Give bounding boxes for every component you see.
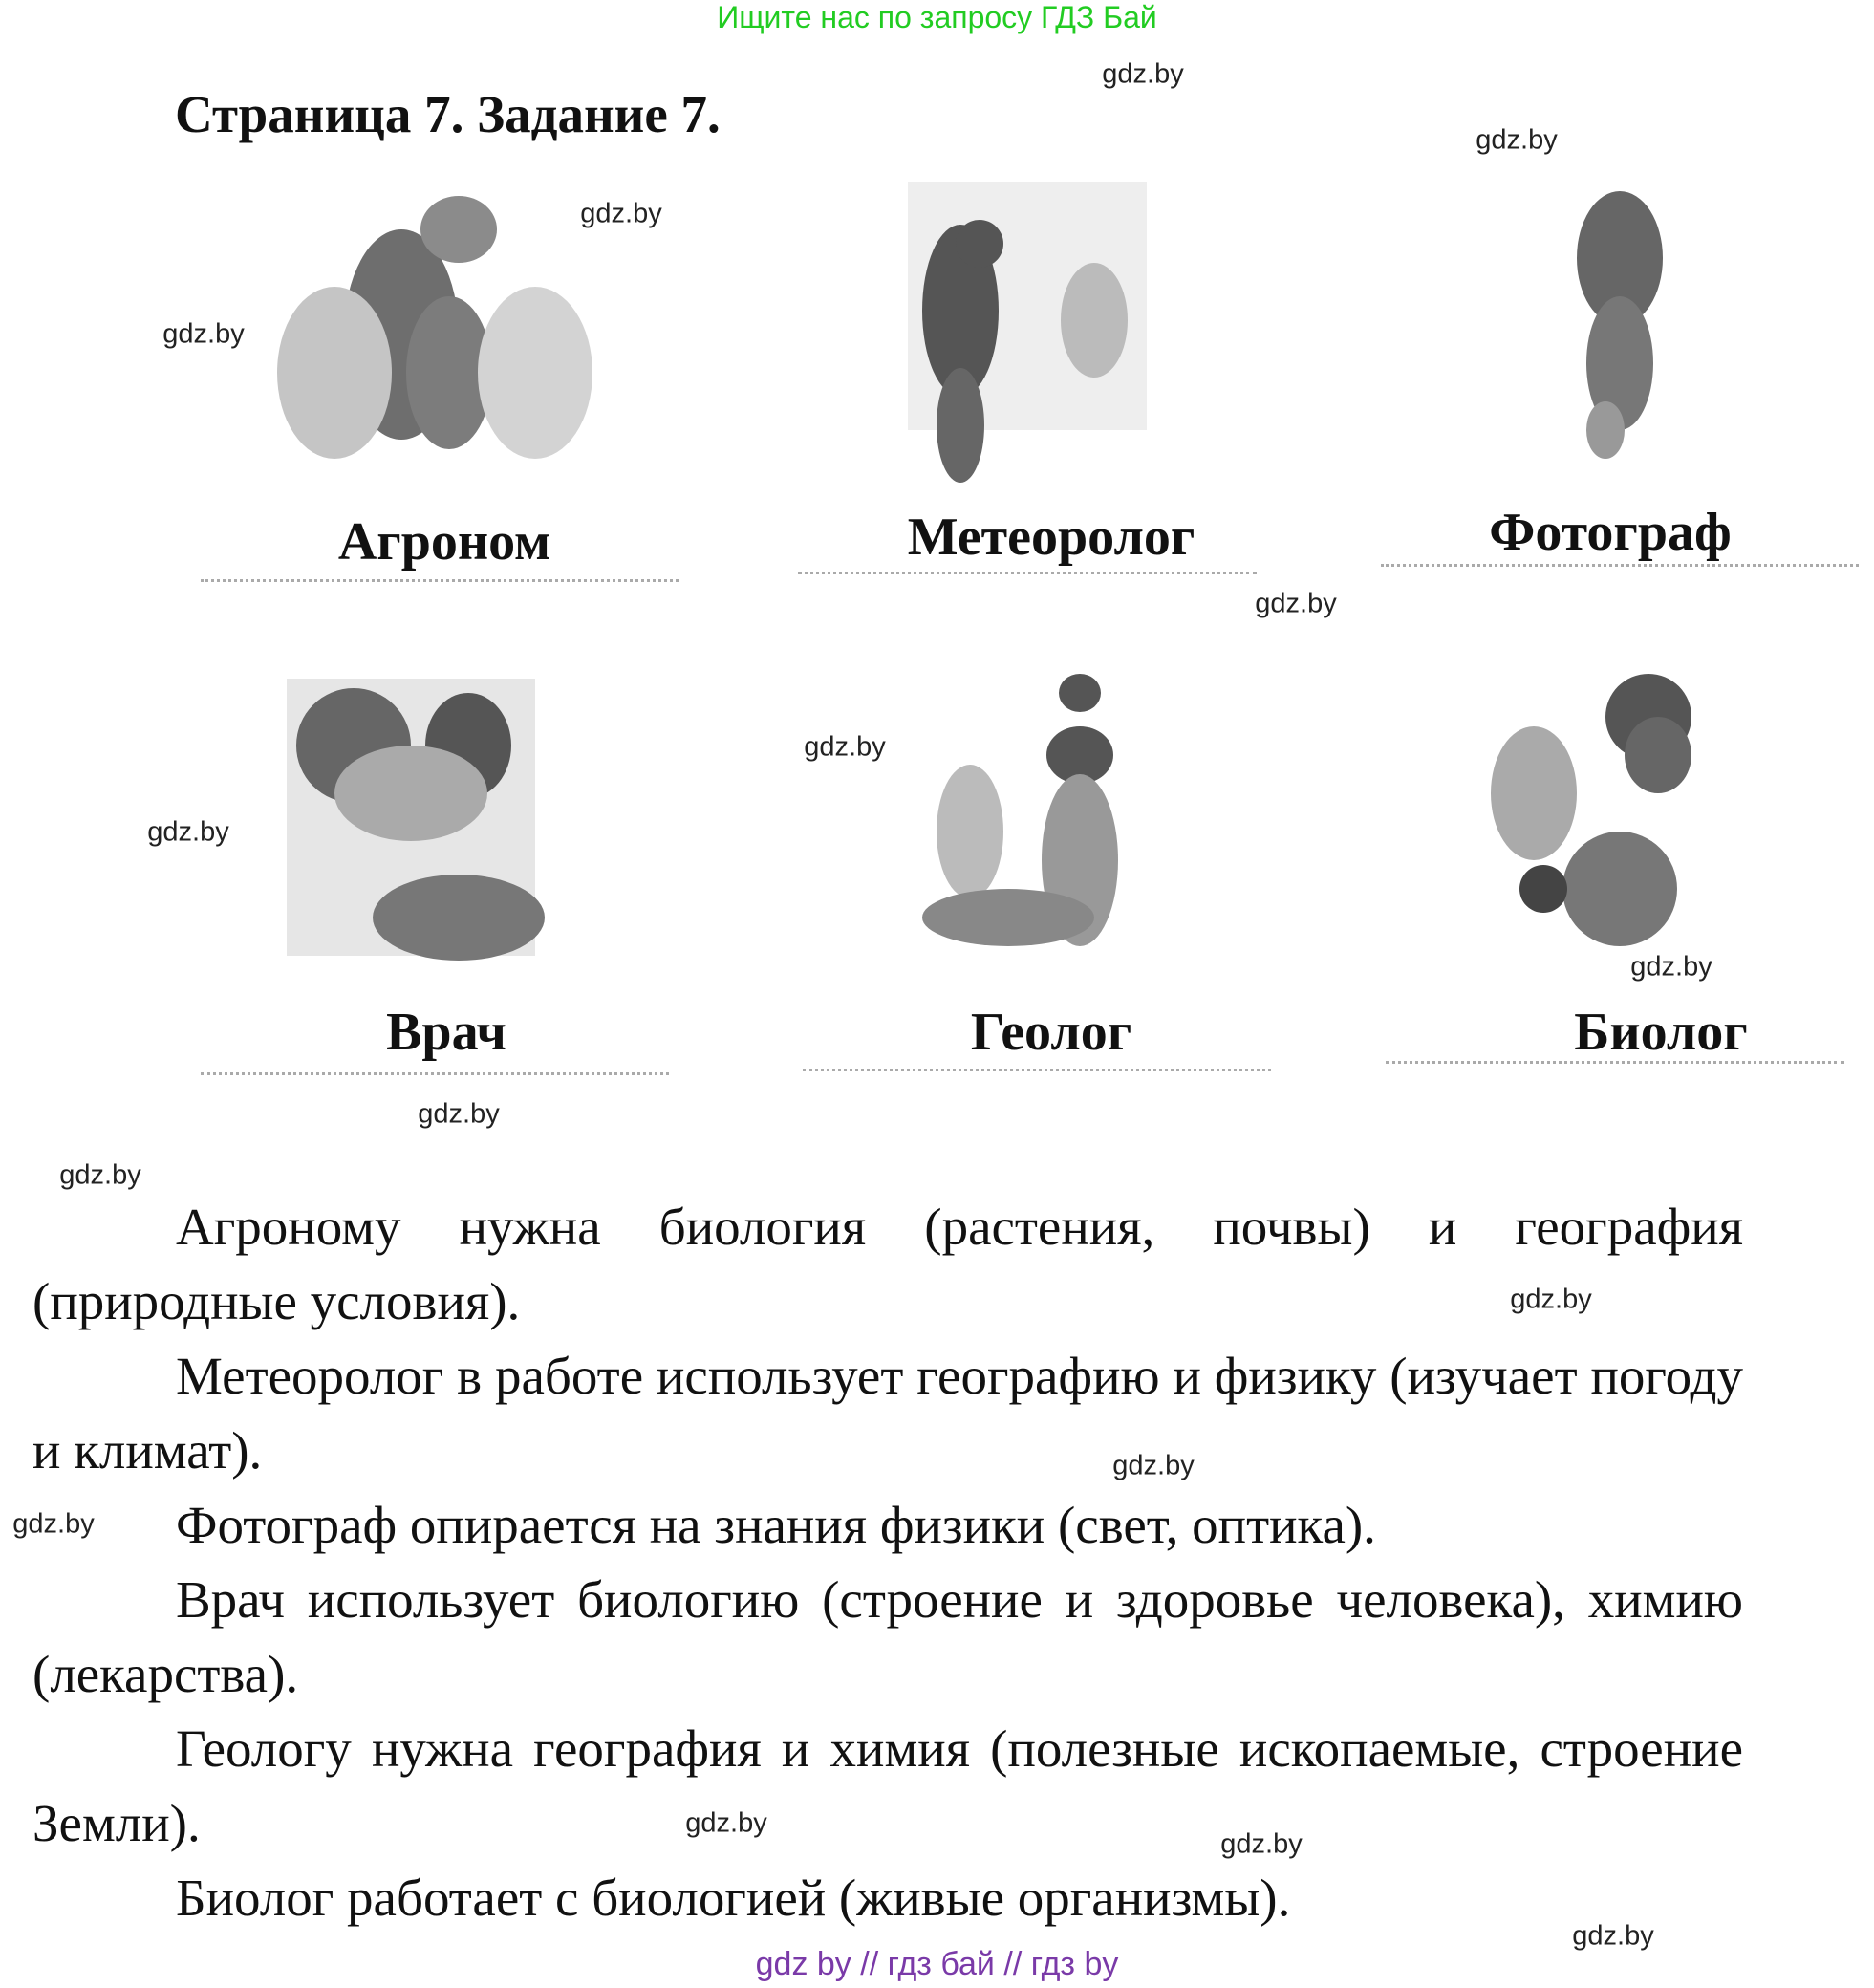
watermark: gdz.by <box>418 1098 500 1130</box>
paragraph: Биолог работает с биологией (живые организмы). <box>176 1869 1291 1927</box>
meteorologist-illustration <box>903 177 1190 483</box>
watermark: gdz.by <box>59 1159 141 1191</box>
watermark: gdz.by <box>12 1508 95 1540</box>
geologist-illustration <box>865 669 1209 965</box>
watermark: gdz.by <box>1630 951 1712 983</box>
label-meteorologist: Метеоролог <box>907 508 1195 567</box>
label-photographer: Фотограф <box>1489 503 1732 562</box>
underline <box>1381 564 1859 571</box>
watermark: gdz.by <box>147 816 229 848</box>
watermark: gdz.by <box>1476 124 1558 156</box>
label-agronomist: Агроном <box>337 512 551 572</box>
footer-links[interactable]: gdz by // гдз бай // гдз by <box>755 1946 1119 1982</box>
paragraph: Геологу нужна география и химия (полезные ископаемые, строение Земли). <box>32 1719 1743 1852</box>
watermark: gdz.by <box>1572 1920 1654 1952</box>
watermark: gdz.by <box>804 731 886 763</box>
watermark: gdz.by <box>1220 1828 1303 1860</box>
doctor-illustration <box>277 669 602 984</box>
underline <box>1386 1061 1844 1068</box>
page-title: Страница 7. Задание 7. <box>175 85 721 143</box>
biologist-illustration <box>1476 659 1763 965</box>
watermark: gdz.by <box>1102 58 1184 90</box>
paragraph: Врач использует биологию (строение и здоровье человека), химию (лекарства). <box>32 1570 1743 1703</box>
label-geologist: Геолог <box>970 1003 1132 1062</box>
watermark: gdz.by <box>1510 1284 1592 1315</box>
paragraph: Фотограф опирается на знания физики (свет, оптика). <box>176 1496 1376 1554</box>
label-biologist: Биолог <box>1574 1003 1748 1062</box>
answer-text <box>32 1190 1743 1935</box>
agronomist-illustration <box>258 182 631 487</box>
watermark: gdz.by <box>580 198 662 229</box>
watermark: gdz.by <box>685 1807 767 1839</box>
paragraph: Агроному нужна биология (растения, почвы) и география (природные условия). <box>32 1198 1743 1330</box>
photographer-illustration <box>1548 172 1701 468</box>
watermark: gdz.by <box>1255 588 1337 619</box>
underline <box>201 1072 669 1079</box>
watermark: gdz.by <box>1112 1450 1195 1481</box>
paragraph: Метеоролог в работе использует географию и физику (изучает погоду и климат). <box>32 1347 1743 1480</box>
top-banner: Ищите нас по запросу ГДЗ Бай <box>717 0 1157 34</box>
underline <box>798 572 1257 578</box>
underline <box>803 1069 1271 1075</box>
watermark: gdz.by <box>162 318 245 350</box>
underline <box>201 579 679 586</box>
label-doctor: Врач <box>386 1003 506 1062</box>
